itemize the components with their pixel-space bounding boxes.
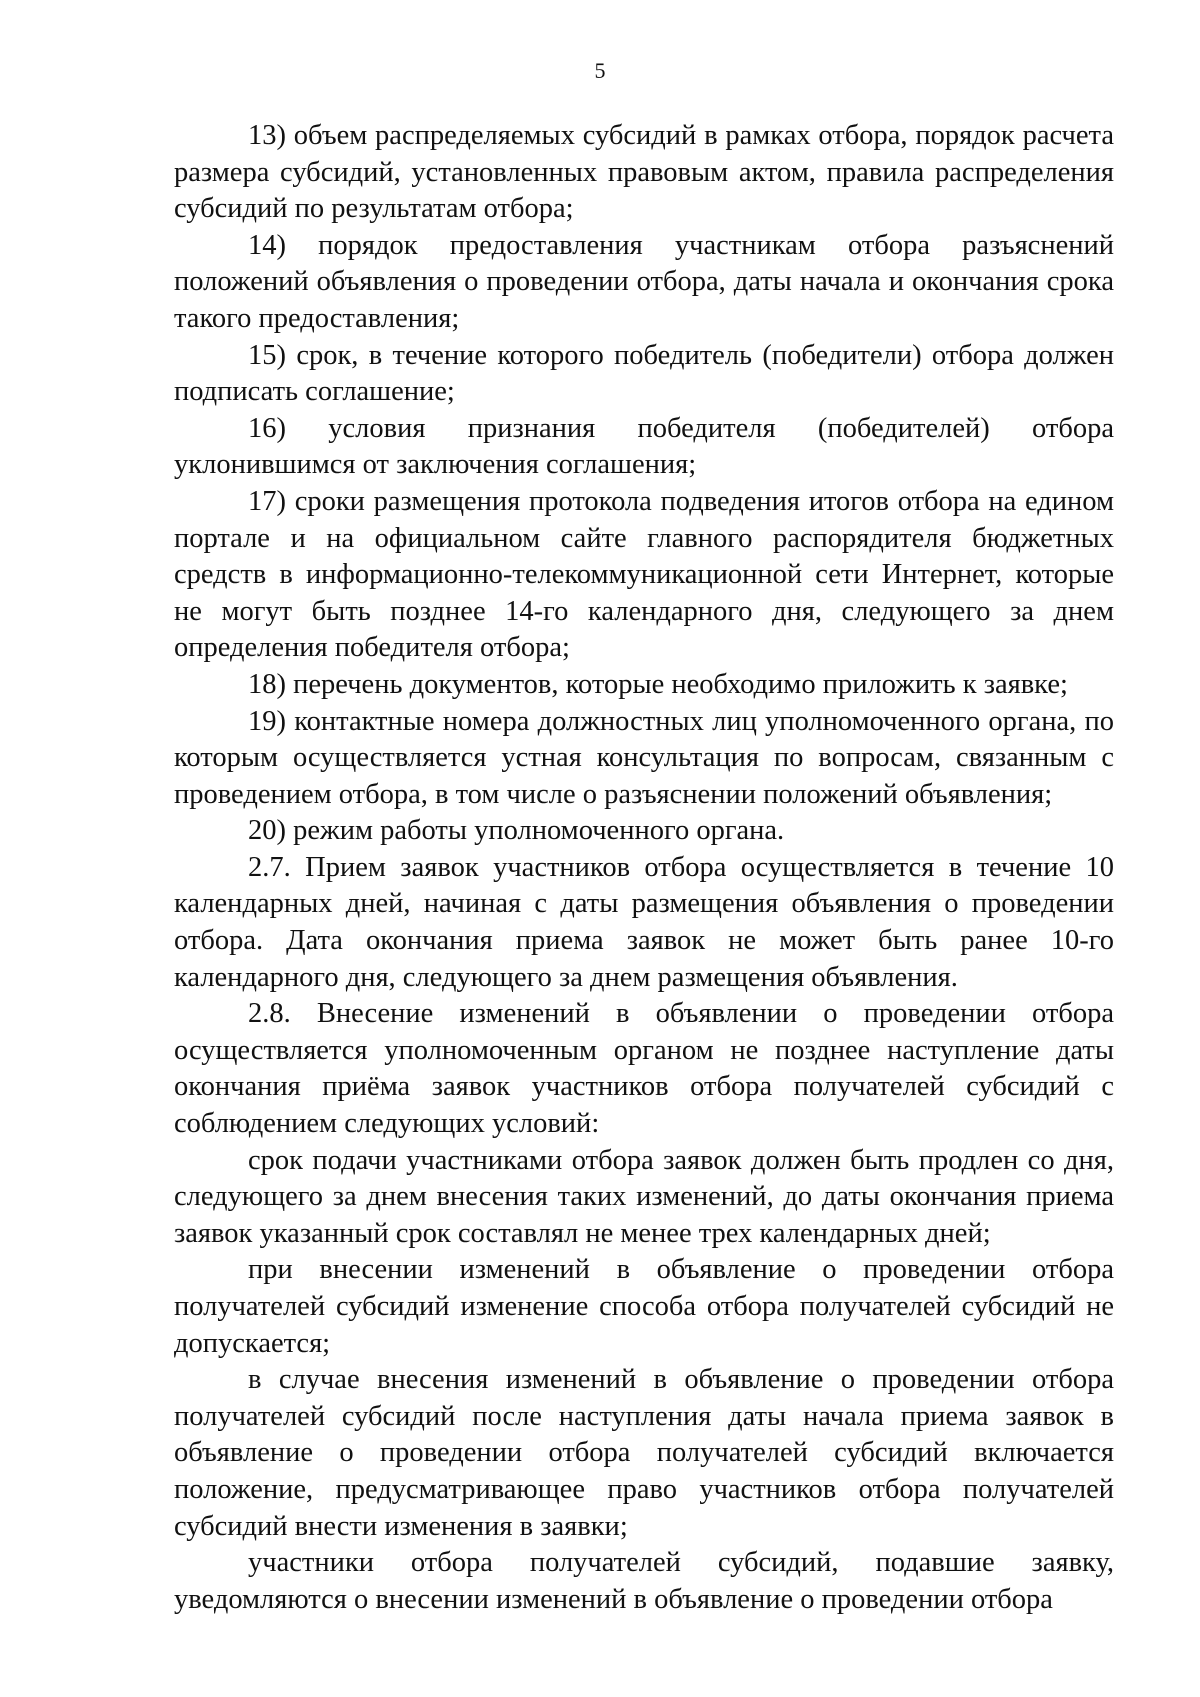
document-body (174, 118, 1114, 1618)
section-2-8: 2.8. Внесение изменений в объявлении о проведении отбора осуществляется уполномоченным органом не позднее наступление даты окончания приёма заявок участников отбора получателей субсидий с соблюдением следующих условий: (174, 998, 1114, 1140)
paragraph-15: 15) срок, в течение которого победитель (победители) отбора должен подписать соглашение; (174, 339, 1114, 408)
paragraph-16: 16) условия признания победителя (победителей) отбора уклонившимся от заключения соглашения; (174, 412, 1114, 481)
section-2-7: 2.7. Прием заявок участников отбора осуществляется в течение 10 календарных дней, начиная с даты размещения объявления о проведении отбора. Дата окончания приема заявок не может быть ранее 10-го календарного дня, следующего за днем размещения объявления. (174, 851, 1114, 993)
condition-deadline-extension: срок подачи участниками отбора заявок должен быть продлен со дня, следующего за днем внесения таких изменений, до даты окончания приема заявок указанный срок составлял не менее трех календарных дней; (174, 1144, 1114, 1249)
paragraph-20: 20) режим работы уполномоченного органа. (248, 815, 785, 847)
page-number: 5 (594, 58, 606, 83)
paragraph-17: 17) сроки размещения протокола подведения итогов отбора на едином портале и на официальном сайте главного распорядителя бюджетных средств в информационно-телекоммуникационной сети Интернет, которые не могут быть позднее 14-го календарного дня, следующего за днем определения победителя отбора; (174, 485, 1114, 664)
paragraph-18: 18) перечень документов, которые необходимо приложить к заявке; (248, 668, 1068, 700)
paragraph-14: 14) порядок предоставления участникам отбора разъяснений положений объявления о проведении отбора, даты начала и окончания срока такого предоставления; (174, 229, 1114, 334)
condition-participant-notification: участники отбора получателей субсидий, подавшие заявку, уведомляются о внесении изменений в объявление о проведении отбора (174, 1547, 1114, 1615)
paragraph-19: 19) контактные номера должностных лиц уполномоченного органа, по которым осуществляется устная консультация по вопросам, связанным с проведением отбора, в том числе о разъяснении положений объявления; (174, 705, 1114, 810)
condition-method-change: при внесении изменений в объявление о проведении отбора получателей субсидий изменение способа отбора получателей субсидий не допускается; (174, 1254, 1114, 1359)
paragraph-13: 13) объем распределяемых субсидий в рамках отбора, порядок расчета размера субсидий, установленных правовым актом, правила распределения субсидий по результатам отбора; (174, 120, 1114, 225)
condition-application-changes: в случае внесения изменений в объявление о проведении отбора получателей субсидий после наступления даты начала приема заявок в объявление о проведении отбора получателей субсидий включается положение, предусматривающее право участников отбора получателей субсидий внести изменения в заявки; (174, 1364, 1114, 1542)
